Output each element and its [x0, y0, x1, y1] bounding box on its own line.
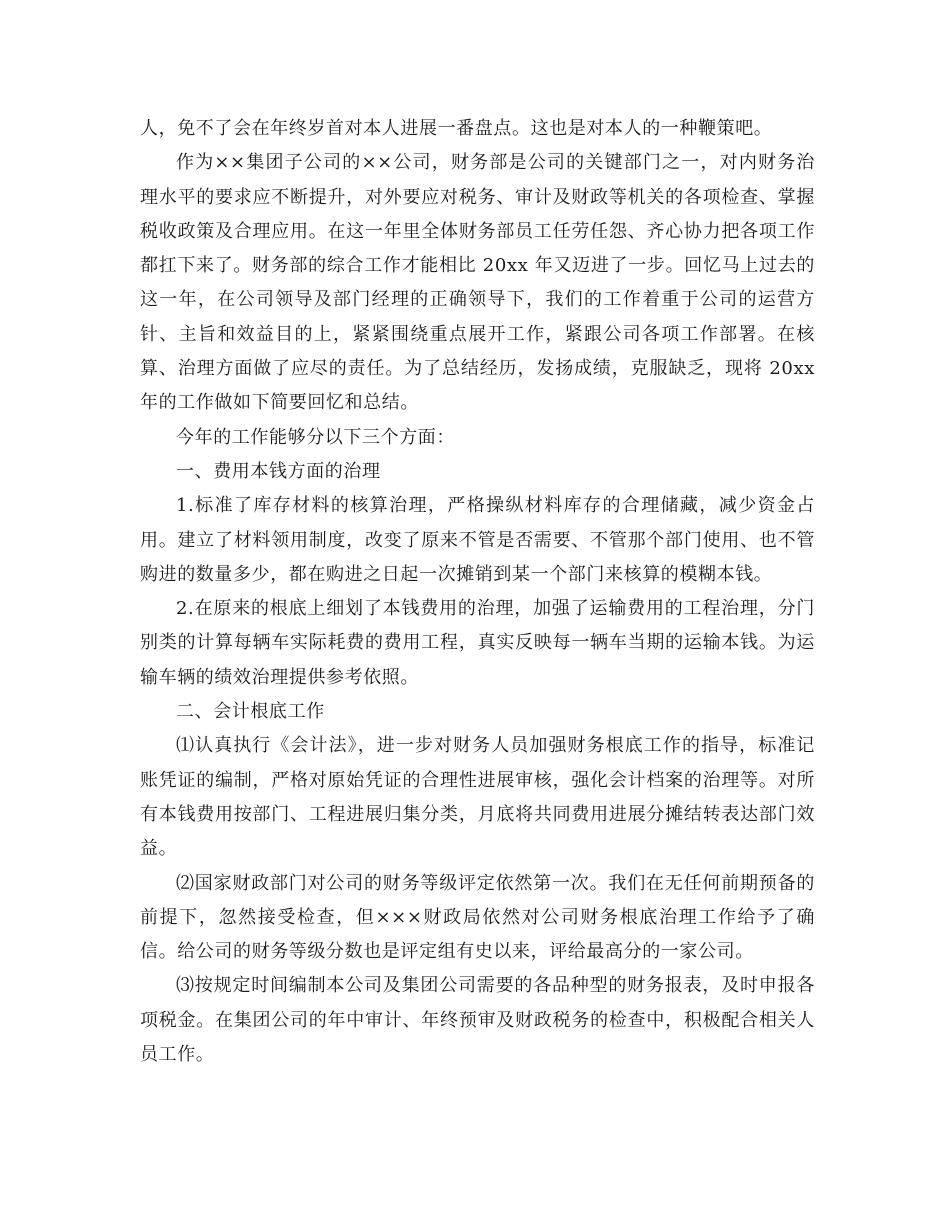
paragraph-item-1: 1.标准了库存材料的核算治理，严格操纵材料库存的合理储藏，减少资金占用。建立了材料领用制度，改变了原来不管是否需要、不管那个部门使用、也不管购进的数量多少，都在购进之日起一次摊销到某一个部门来核算的模糊本钱。	[140, 495, 815, 585]
paragraph-intro: 作为××集团子公司的××公司，财务部是公司的关键部门之一，对内财务治理水平的要求应不断提升，对外要应对税务、审计及财政等机关的各项检查、掌握税收政策及合理应用。在这一年里全体财务部员工任劳任怨、齐心协力把各项工作都扛下来了。财务部的综合工作才能相比 20xx 年又迈进了一步。回忆马上过去的这一年，在公司领导及部门经理的正确领导下，我们的工作着重于公司的运营方针、主旨和效益目的上，紧紧围绕重点展开工作，紧跟公司各项工作部署。在核算、治理方面做了应尽的责任。为了总结经历，发扬成绩，克服缺乏，现将 20xx 年的工作做如下简要回忆和总结。	[140, 152, 815, 414]
paragraph-sub-3: ⑶按规定时间编制本公司及集团公司需要的各品种型的财务报表，及时申报各项税金。在集团公司的年中审计、年终预审及财政税务的检查中，积极配合相关人员工作。	[140, 975, 815, 1066]
paragraph-opening: 人，免不了会在年终岁首对本人进展一番盘点。这也是对本人的一种鞭策吧。	[140, 118, 773, 139]
section-heading-cost-management: 一、费用本钱方面的治理	[176, 460, 381, 482]
document-page	[140, 112, 815, 1072]
section-heading-accounting-basics: 二、会计根底工作	[176, 701, 325, 723]
paragraph-three-aspects: 今年的工作能够分以下三个方面：	[176, 426, 455, 448]
paragraph-item-2: 2.在原来的根底上细划了本钱费用的治理，加强了运输费用的工程治理，分门别类的计算每辆车实际耗费的费用工程，真实反映每一辆车当期的运输本钱。为运输车辆的绩效治理提供参考依照。	[140, 598, 815, 688]
paragraph-sub-1: ⑴认真执行《会计法》，进一步对财务人员加强财务根底工作的指导，标准记账凭证的编制，严格对原始凭证的合理性进展审核，强化会计档案的治理等。对所有本钱费用按部门、工程进展归集分类，月底将共同费用进展分摊结转表达部门效益。	[140, 735, 815, 860]
paragraph-sub-2: ⑵国家财政部门对公司的财务等级评定依然第一次。我们在无任何前期预备的前提下，忽然接受检查，但×××财政局依然对公司财务根底治理工作给予了确信。给公司的财务等级分数也是评定组有史以来，评给最高分的一家公司。	[140, 872, 815, 963]
